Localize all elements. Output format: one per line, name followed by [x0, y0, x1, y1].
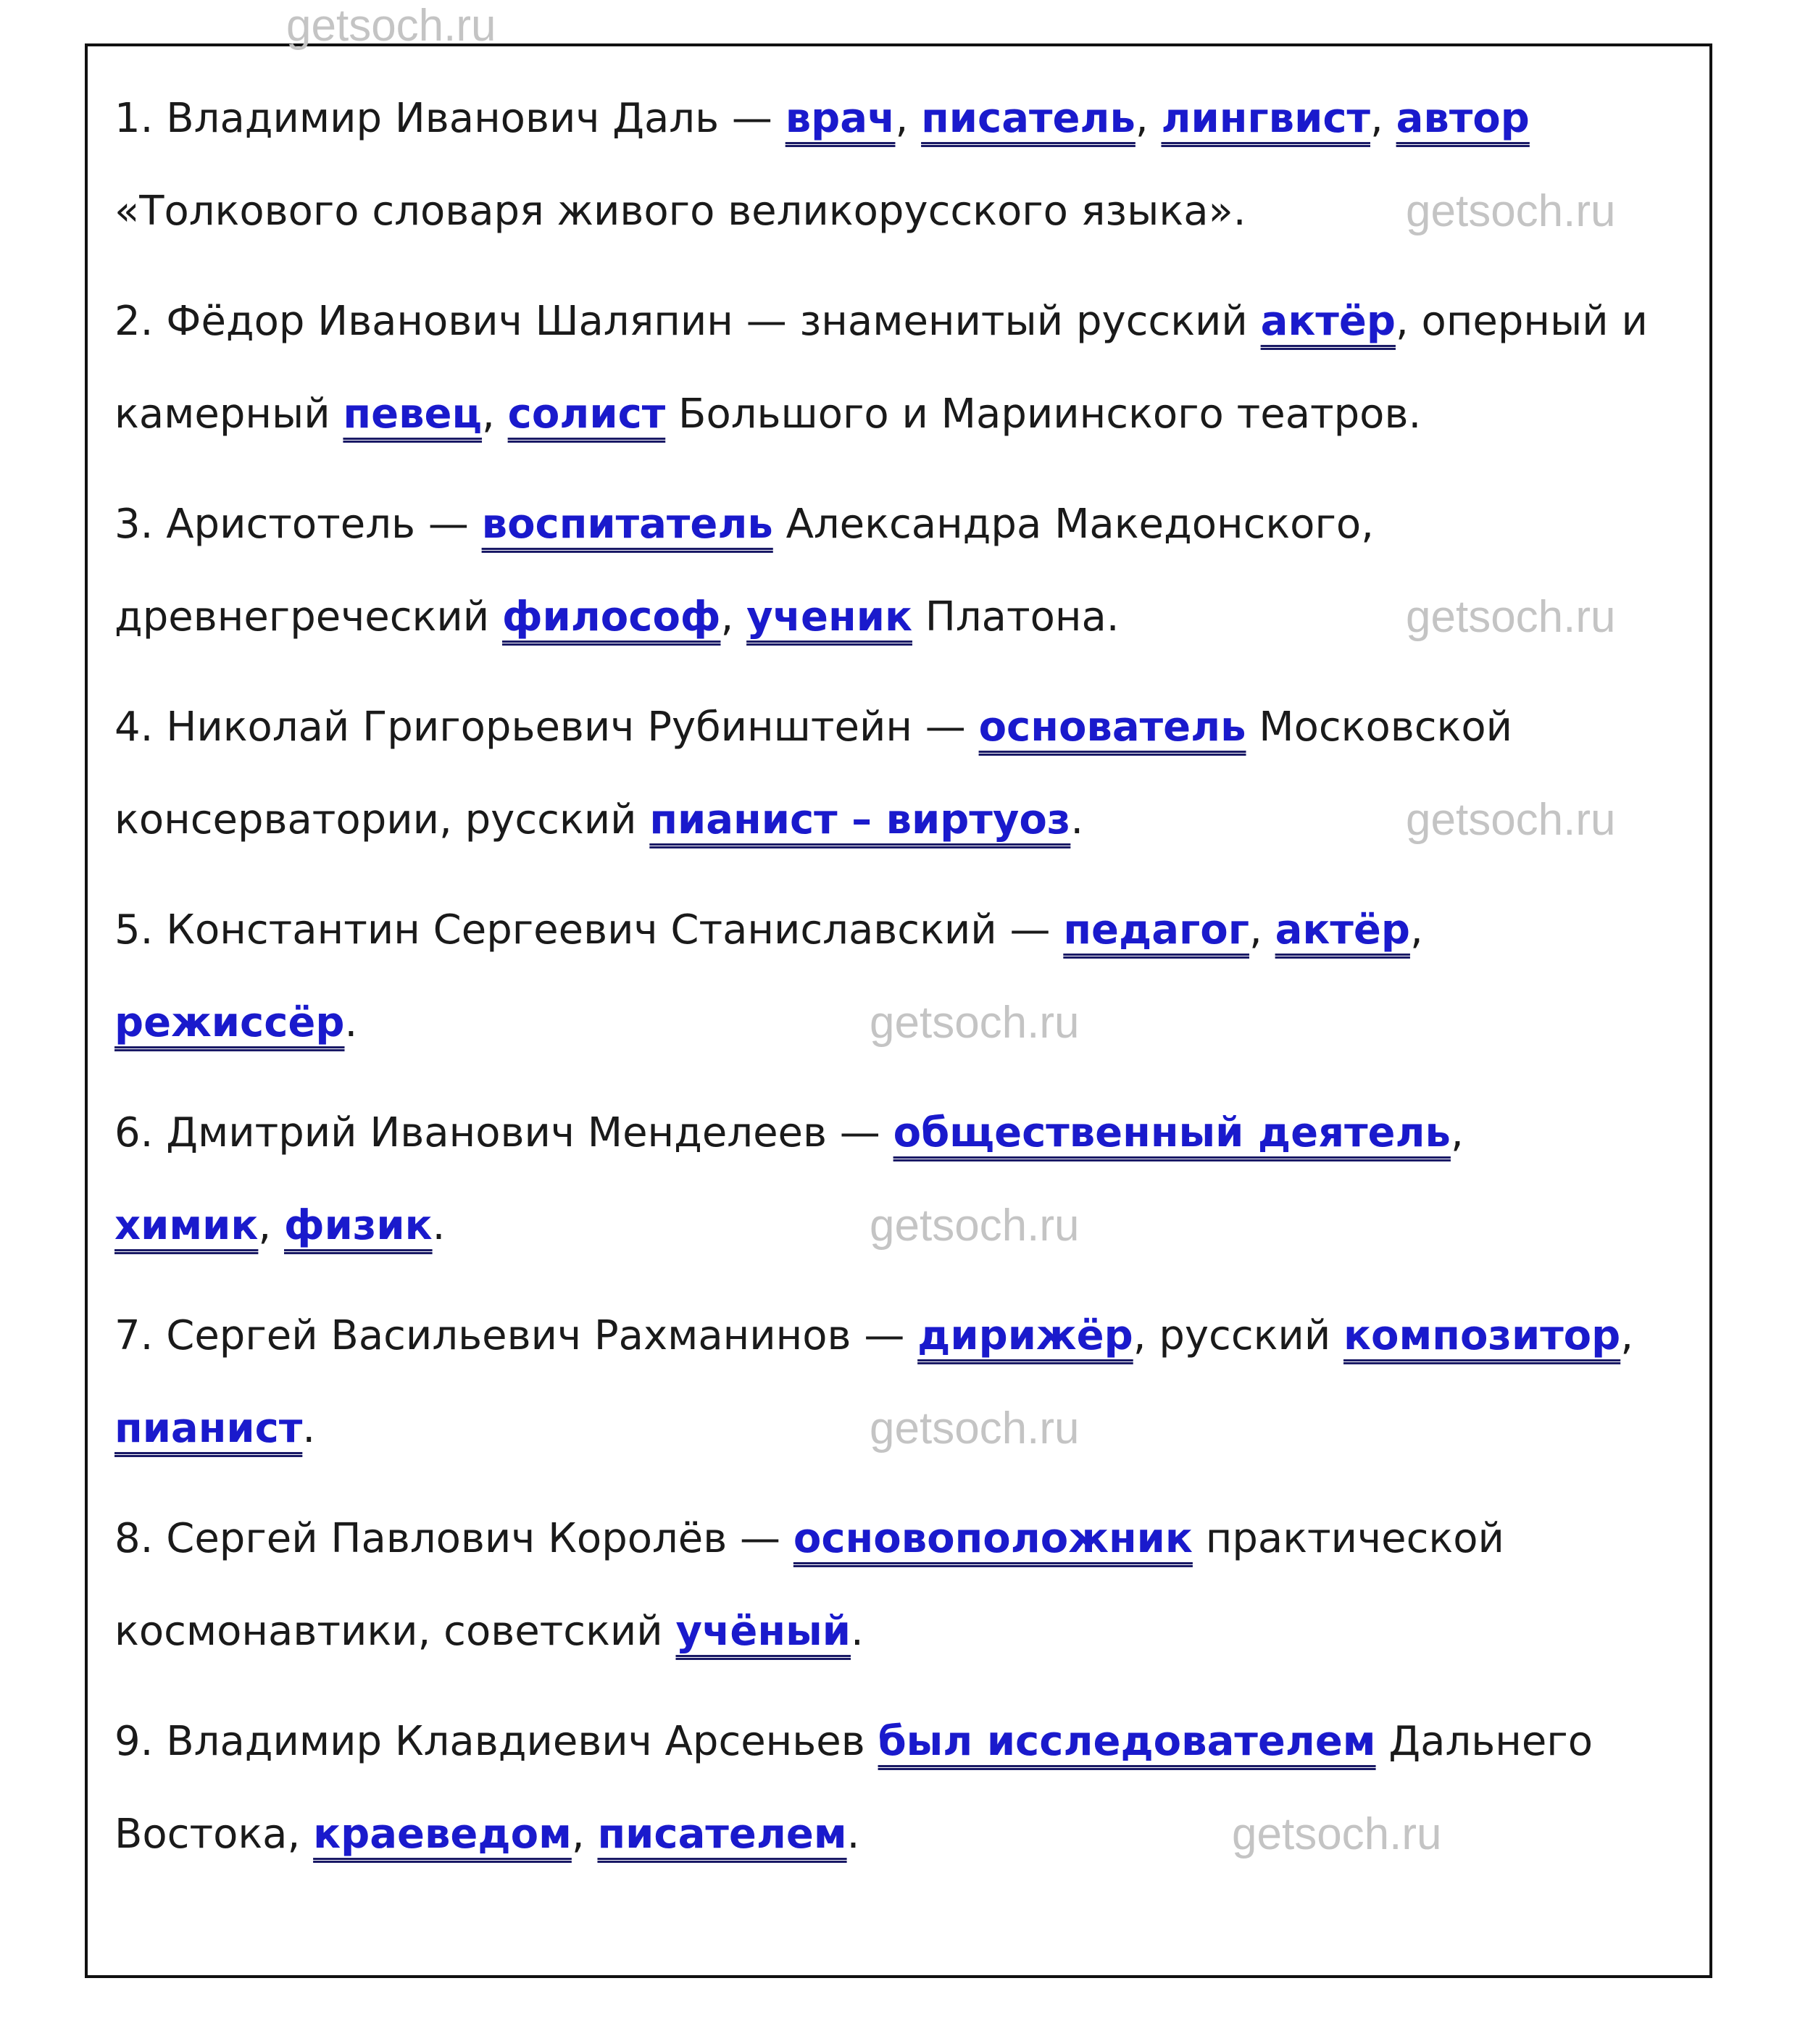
list-item: [114, 275, 1648, 461]
highlighted-answer: ученик: [746, 593, 912, 641]
text-line: [114, 774, 1648, 867]
highlighted-answer: общественный деятель: [893, 1109, 1451, 1156]
highlighted-answer: педагог: [1063, 906, 1249, 954]
highlighted-answer: физик: [284, 1202, 433, 1249]
plain-text: ,: [720, 593, 747, 641]
plain-text: ,: [1249, 906, 1275, 954]
plain-text: космонавтики, советский: [114, 1608, 676, 1655]
plain-text: консерватории, русский: [114, 796, 650, 843]
watermark: getsoch.ru: [1232, 1809, 1442, 1859]
text-line: [114, 72, 1648, 165]
plain-text: ,: [258, 1202, 284, 1249]
plain-text: Дальнего: [1375, 1718, 1593, 1765]
highlighted-answer: пианист: [114, 1405, 303, 1452]
plain-text: ,: [1370, 95, 1396, 142]
answer-list: [114, 72, 1648, 1898]
text-line: [114, 275, 1648, 368]
plain-text: Александра Македонского,: [772, 501, 1374, 548]
highlighted-answer: основоположник: [793, 1515, 1193, 1562]
watermark: getsoch.ru: [1406, 186, 1616, 236]
plain-text: 6. Дмитрий Иванович Менделеев —: [114, 1109, 893, 1156]
text-line: [114, 1788, 1648, 1881]
watermark: getsoch.ru: [1406, 795, 1616, 845]
plain-text: Платона.: [912, 593, 1120, 641]
text-line: [114, 1585, 1648, 1678]
plain-text: .: [432, 1202, 446, 1249]
text-line: [114, 1087, 1648, 1180]
plain-text: .: [344, 999, 358, 1046]
list-item: [114, 72, 1648, 258]
text-line: [114, 681, 1648, 774]
plain-text: 9. Владимир Клавдиевич Арсеньев: [114, 1718, 878, 1765]
highlighted-answer: актёр: [1260, 298, 1396, 345]
highlighted-answer: автор: [1396, 95, 1530, 142]
plain-text: ,: [1450, 1109, 1464, 1156]
highlighted-answer: композитор: [1343, 1312, 1621, 1359]
plain-text: 7. Сергей Васильевич Рахманинов —: [114, 1312, 918, 1359]
highlighted-answer: был исследователем: [878, 1718, 1376, 1765]
highlighted-answer: дирижёр: [917, 1312, 1133, 1359]
watermark: getsoch.ru: [870, 1403, 1080, 1453]
plain-text: , оперный и: [1395, 298, 1648, 345]
highlighted-answer: солист: [507, 391, 666, 438]
plain-text: 8. Сергей Павлович Королёв —: [114, 1515, 793, 1562]
list-item: [114, 1087, 1648, 1272]
plain-text: ,: [482, 391, 508, 438]
text-line: [114, 884, 1648, 977]
highlighted-answer: лингвист: [1161, 95, 1370, 142]
highlighted-answer: философ: [501, 593, 721, 641]
list-item: [114, 884, 1648, 1069]
highlighted-answer: актёр: [1275, 906, 1410, 954]
text-line: [114, 1290, 1648, 1382]
highlighted-answer: врач: [785, 95, 896, 142]
highlighted-answer: певец: [343, 391, 483, 438]
plain-text: ,: [895, 95, 922, 142]
plain-text: ,: [1135, 95, 1162, 142]
list-item: [114, 1493, 1648, 1678]
plain-text: .: [1070, 796, 1084, 843]
text-line: [114, 571, 1648, 664]
plain-text: .: [302, 1405, 316, 1452]
highlighted-answer: учёный: [675, 1608, 851, 1655]
text-line: [114, 1180, 1648, 1272]
list-item: [114, 478, 1648, 664]
plain-text: .: [850, 1608, 864, 1655]
highlighted-answer: краеведом: [313, 1811, 572, 1858]
highlighted-answer: химик: [114, 1202, 259, 1249]
watermark: getsoch.ru: [870, 1201, 1080, 1251]
plain-text: .: [846, 1811, 860, 1858]
highlighted-answer: воспитатель: [481, 501, 773, 548]
watermark: getsoch.ru: [870, 998, 1080, 1048]
list-item: [114, 681, 1648, 867]
watermark: getsoch.ru: [286, 1, 496, 51]
highlighted-answer: режиссёр: [114, 999, 345, 1046]
plain-text: ,: [1409, 906, 1423, 954]
plain-text: ,: [1620, 1312, 1634, 1359]
text-line: [114, 368, 1648, 461]
plain-text: древнегреческий: [114, 593, 502, 641]
plain-text: 2. Фёдор Иванович Шаляпин — знаменитый русский: [114, 298, 1261, 345]
text-line: [114, 977, 1648, 1069]
highlighted-answer: писатель: [921, 95, 1136, 142]
plain-text: камерный: [114, 391, 343, 438]
text-line: [114, 1382, 1648, 1475]
highlighted-answer: писателем: [597, 1811, 847, 1858]
text-line: [114, 1695, 1648, 1788]
plain-text: Востока,: [114, 1811, 314, 1858]
plain-text: Большого и Мариинского театров.: [665, 391, 1422, 438]
text-line: [114, 478, 1648, 571]
list-item: [114, 1290, 1648, 1475]
watermark: getsoch.ru: [1406, 592, 1616, 642]
list-item: [114, 1695, 1648, 1881]
highlighted-answer: основатель: [978, 704, 1246, 751]
highlighted-answer: пианист – виртуоз: [649, 796, 1071, 843]
plain-text: ,: [571, 1811, 598, 1858]
plain-text: 1. Владимир Иванович Даль —: [114, 95, 786, 142]
plain-text: практической: [1192, 1515, 1504, 1562]
plain-text: 4. Николай Григорьевич Рубинштейн —: [114, 704, 979, 751]
plain-text: 5. Константин Сергеевич Станиславский —: [114, 906, 1064, 954]
plain-text: «Толкового словаря живого великорусского языка».: [114, 188, 1246, 235]
plain-text: Московской: [1246, 704, 1513, 751]
text-line: [114, 1493, 1648, 1585]
text-line: [114, 165, 1648, 258]
plain-text: 3. Аристотель —: [114, 501, 482, 548]
plain-text: , русский: [1133, 1312, 1344, 1359]
